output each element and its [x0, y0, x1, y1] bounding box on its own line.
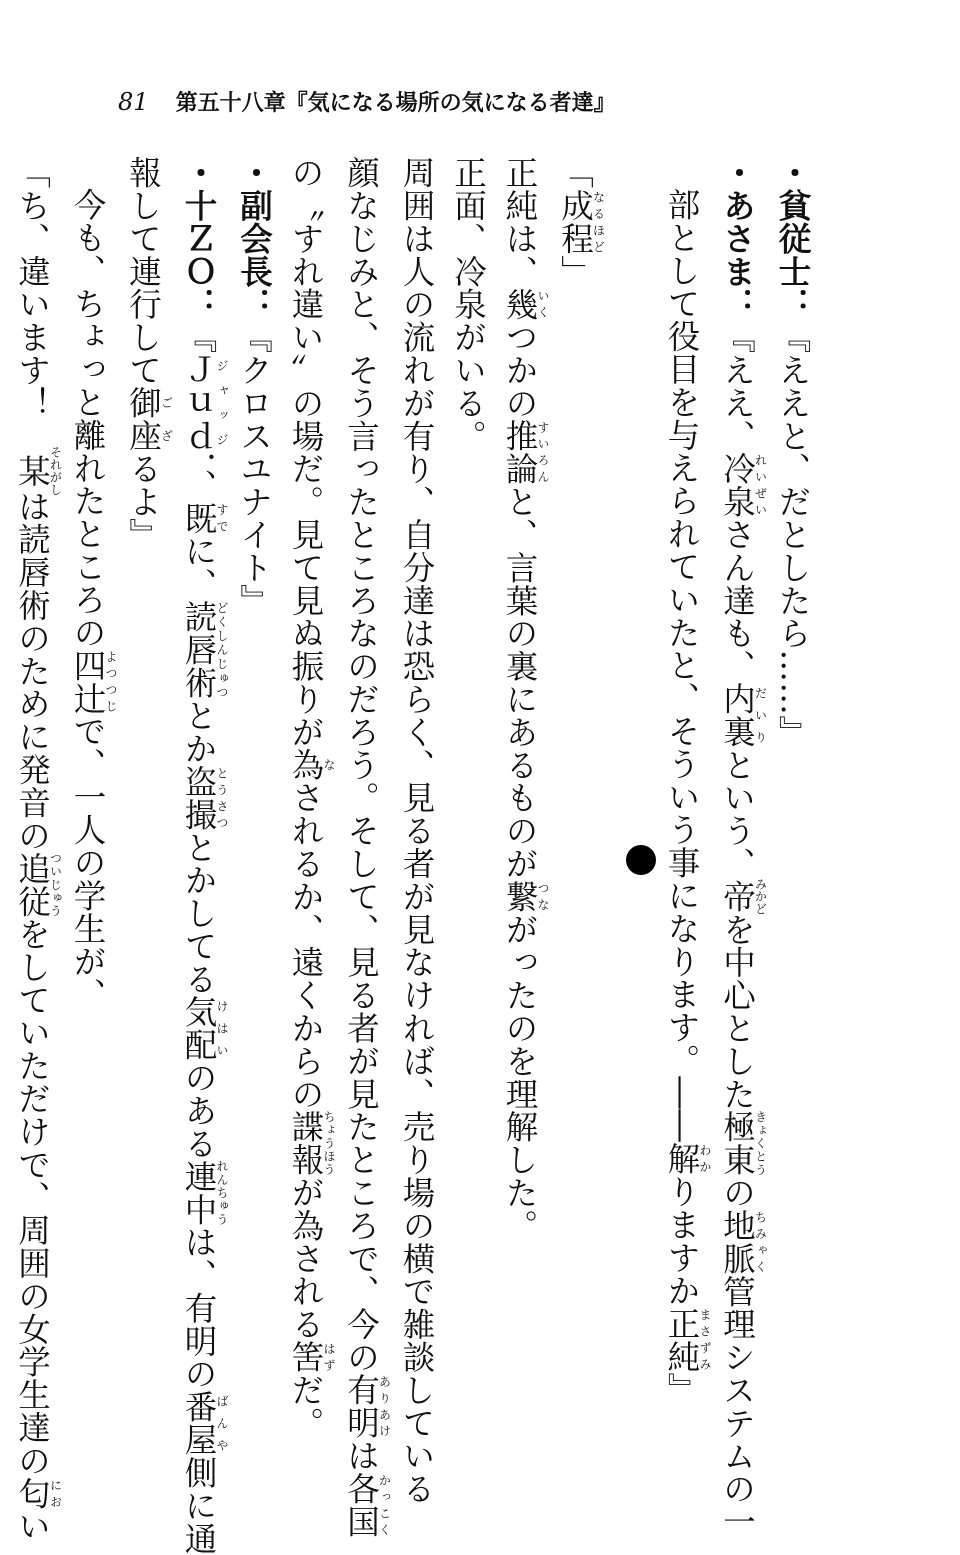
scene-break-dot — [626, 845, 656, 875]
ruby-word: Ｊｕｄジャッジ — [180, 353, 229, 453]
ruby-word: 成程なるほど — [556, 188, 606, 255]
ruby-word: 連中れんちゅう — [180, 1159, 229, 1226]
text-line-11: ・十ＺＯ：『Ｊｕｄジャッジ．、既すでに、読唇術どくしんじゅつとか盗撮とうさつとかしてる気配けはいのある連中れんちゅうは、有明の番屋ばんや側に通 — [180, 156, 229, 1555]
ruby-word: 匂にお — [13, 1476, 63, 1510]
ruby-word: 為な — [287, 748, 336, 782]
page-number: 81 — [118, 88, 149, 116]
ruby-word: 内裏だいり — [718, 682, 768, 749]
text-line-10 — [228, 156, 280, 1306]
ruby-word: 追従ついじゅう — [13, 851, 63, 918]
ruby-word: 気配けはい — [180, 995, 229, 1062]
speaker-label: ・十ＺＯ： — [180, 156, 218, 321]
chat-text: 『ええ、 — [718, 320, 757, 453]
speaker-label: ・副会長： — [235, 156, 274, 321]
vertical-text-body — [13, 156, 818, 1555]
text-line-2: ・あさま：『ええ、冷泉れいぜいさん達も、内裏だいりという、帝みかどを中心とした極東きょくとうの地脈ちみゃく管理システムの一 — [718, 156, 768, 1538]
ruby-word: 解わか — [663, 1142, 712, 1176]
ruby-word: 読唇術どくしんじゅつ — [180, 600, 229, 700]
text-line-13: 今も、ちょっと離れたところの四辻よつつじで、一人の学生が、 — [69, 188, 118, 1011]
text-line-6: 正面、冷泉がいる。 — [449, 156, 488, 453]
ruby-word: 地脈ちみゃく — [718, 1208, 768, 1275]
ruby-word: 繋つな — [501, 879, 550, 913]
speaker-label: ・あさま： — [718, 156, 757, 321]
ruby-word: 極東きょくとう — [718, 1110, 768, 1176]
ruby-word: 各国かっこく — [342, 1472, 392, 1538]
speaker-label: ・貧従士： — [774, 156, 812, 321]
ruby-word: 盗撮とうさつ — [180, 764, 229, 831]
ruby-word: 筈はず — [287, 1340, 336, 1374]
text-line-7: 周囲は人の流れが有り、自分達は恐らく、見る者が見なければ、売り場の横で雑談している — [398, 156, 436, 1505]
chat-text: 『ええと、だとしたら……』 — [774, 320, 812, 749]
text-line-8: 顔なじみと、そう言ったところなのだろう。そして、見る者が見たところで、今の有明ありあけは各国かっこく — [342, 156, 392, 1538]
ruby-word: 某それがし — [13, 446, 63, 496]
ruby-word: 幾いく — [501, 287, 550, 321]
chat-text: 『クロスユナイト』 — [235, 320, 274, 617]
text-line-1 — [767, 156, 819, 1306]
chapter-title: 第五十八章『気になる場所の気になる者達』 — [175, 90, 616, 116]
ruby-word: 冷泉れいぜい — [718, 452, 768, 518]
ruby-word: 四辻よつつじ — [69, 648, 118, 715]
text-line-5: 正純は、幾いくつかの推論すいろんと、言葉の裏にあるものが繋つながったのを理解した。 — [501, 156, 550, 1242]
ruby-word: 既すで — [180, 501, 229, 535]
scene-break-column — [605, 156, 656, 1306]
text-line-3: 部として役目を与えられていたと、そういう事になります。――解わかりますか正純まさずみ』 — [663, 188, 712, 1406]
ruby-word: 番屋ばんや — [180, 1390, 229, 1456]
text-line-14: 「ち、違います！ 某それがしは読唇術のために発音の追従ついじゅうをしていただけで、周囲の女学生達の匂におい — [13, 156, 63, 1543]
ruby-word: 諜報ちょうほう — [287, 1110, 336, 1176]
text-line-9: の〝すれ違い〟の場だ。見て見ぬ振りが為なされるか、遠くからの諜報ちょうほうが為される筈はずだ。 — [287, 156, 336, 1440]
text-line-12: 報して連行して御座ござるよ』 — [124, 156, 174, 551]
text-line-4: 「成程なるほど」 — [556, 156, 606, 288]
ruby-word: 推論すいろん — [501, 419, 550, 486]
ruby-word: 有明ありあけ — [342, 1373, 392, 1440]
running-header — [118, 86, 878, 120]
ruby-word: 帝みかど — [718, 877, 768, 915]
ruby-word: 御座ござ — [124, 386, 174, 453]
ruby-word: 正純まさずみ — [663, 1306, 712, 1373]
